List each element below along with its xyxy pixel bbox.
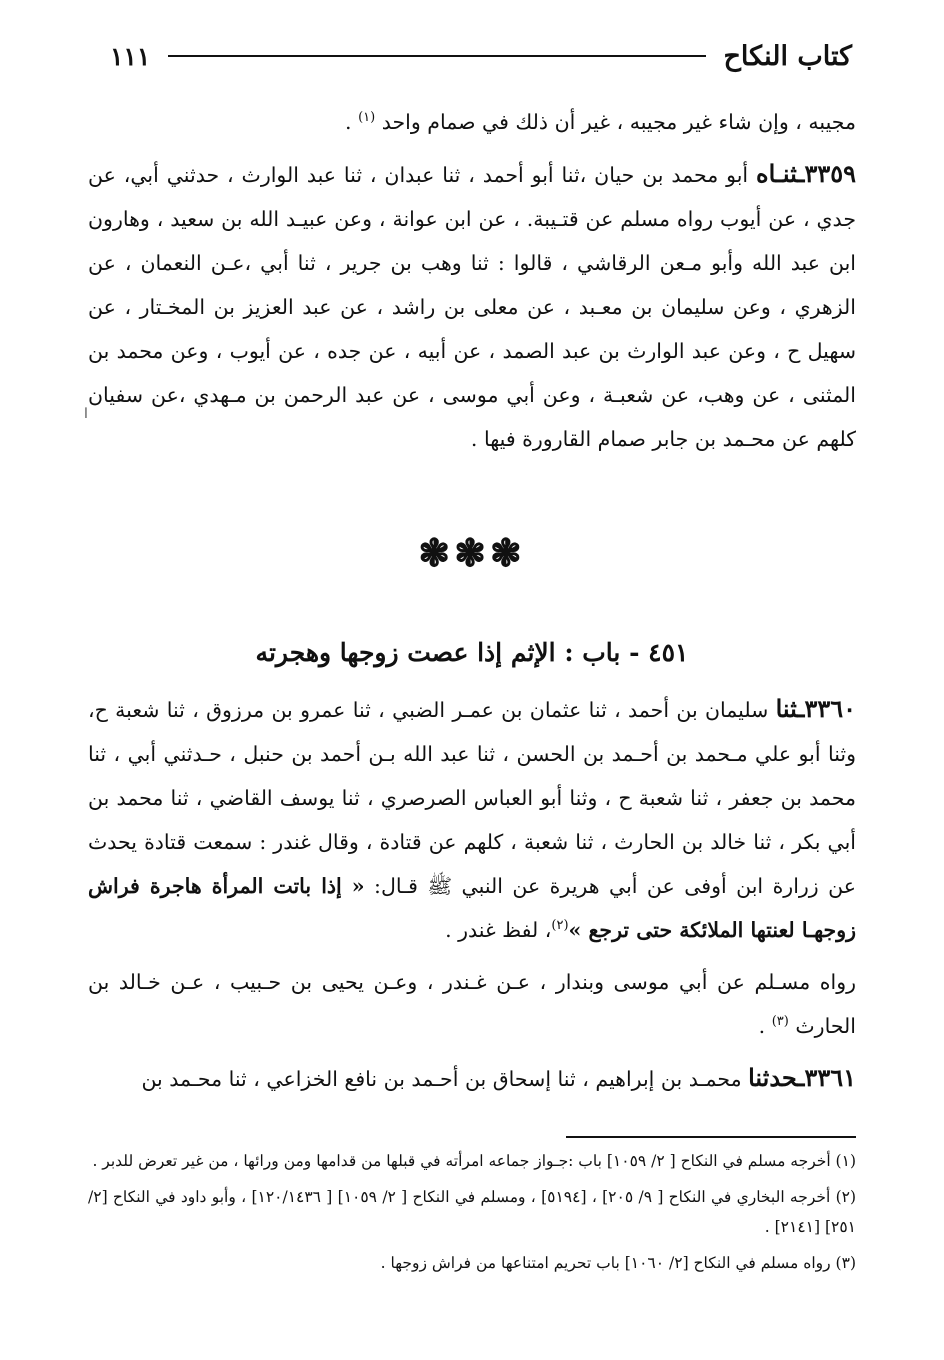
footnotes: [88, 1146, 856, 1284]
chapter-title: ٤٥١ - باب : الإثم إذا عصت زوجها وهجرته: [255, 638, 689, 667]
footnote-rule: [566, 1136, 856, 1138]
footnote-ref-3: (٣): [771, 1014, 789, 1030]
hadith-text: محمـد بن إبراهيم ، ثنا إسحاق بن أحـمد بن نافع الخزاعي ، ثنا محـمد بن: [141, 1067, 749, 1091]
footnote-2: (٢) أخرجه البخاري في النكاح [ ٩/ ٢٠٥] ، [٥١٩٤] ، ومسلم في النكاح [ ٢/ ١٠٥٩] [ ١٢٠/١٤٣٦] ، وأبو داود في النكاح [٢/ ٢٥١] [٢١٤١] .: [88, 1188, 857, 1236]
running-title: كتاب النكاح: [723, 40, 852, 72]
hadith-number: ٣٣٦٠ـثنا: [775, 694, 856, 723]
footnote-3: (٣) رواه مسلم في النكاح [٢/ ١٠٦٠] باب تحريم امتناعها من فراش زوجها .: [380, 1254, 856, 1272]
hadith-number: ٣٣٥٩ـثنـاه: [756, 159, 856, 188]
paragraph-continuation: [88, 100, 856, 144]
riwaya-tail: .: [758, 1014, 766, 1038]
hadith-3359: [88, 152, 856, 461]
page-body: [88, 100, 856, 1101]
hadith-3360: [88, 687, 856, 952]
header-rule: [168, 55, 705, 57]
hadith-tail: ، لفظ غندر .: [445, 918, 552, 942]
hadith-number: ٣٣٦١ـحدثنا: [748, 1063, 856, 1092]
footnote-ref-2: (٢): [551, 918, 569, 934]
hadith-3361: [88, 1056, 856, 1101]
paragraph-tail: .: [345, 110, 352, 134]
paragraph-text: مجيبه ، وإن شاء غير مجيبه ، غير أن ذلك في صمام واحد: [381, 110, 856, 134]
footnote-1: (١) أخرجه مسلم في النكاح [ ٢/ ١٠٥٩] باب :جـواز جماعه امرأته في قبلها من قدامها ومن ورائها ، من غير تعرض للدبر .: [92, 1152, 856, 1170]
hadith-quote: « إذا باتت المرأة هاجرة فراش زوجهـا لعنتها الملائكة حتى ترجع »: [88, 874, 856, 942]
riwaya-note: [88, 960, 856, 1048]
margin-mark: ﺍ: [84, 406, 88, 422]
section-separator: ❃❃❃: [418, 530, 526, 575]
page-header: [110, 36, 852, 76]
hadith-text: سليمان بن أحمد ، ثنا عثمان بن عمـر الضبي ، ثنا عمرو بن مرزوق ، ثنا شعبة ح، وثنا أبو علي مـحمد بن أحـمد بن الحسن ، ثنا عبد الله بـن أحمد بن حنبل ، حـدثني أبي ، ثنا محمد بن جعفر ، ثنا شعبة ح ، وثنا أبو العباس الصرصري ، ثنا يوسف القاضي ، ثنا محمد بن أبي بكر ، ثنا خالد بن الحارث ، ثنا شعبة ، كلهم عن قتادة ، وقال غندر : سمعت قتادة يحدث عن زرارة ابن أوفى عن أبي هريرة عن النبي ﷺ قـال:: [88, 698, 856, 898]
riwaya-text: رواه مسـلم عن أبي موسى وبندار ، عـن غـندر ، وعـن يحيى بن حـبيب ، عـن خـالد بن الحارث: [88, 970, 856, 1038]
page-number: ١١١: [110, 41, 151, 71]
footnote-ref-1: (١): [358, 110, 376, 126]
hadith-text: أبو محمد بن حيان ،ثنا أبو أحمد ، ثنا عبدان ، ثنا عبد الوارث ، حدثني أبي، عن جدي ، عن أيوب رواه مسلم عن قتـيبة. ، عن ابن عوانة ، وعن عبيـد الله بن سعيد ، وهارون ابن عبد الله وأبو مـعن الرقاشي ، قالوا : ثنا وهب بن جرير ، ثنا أبي ،عـن النعمان ، عن الزهري ، وعن سليمان بن معـبد ، عن معلى بن راشد ، عن عبد العزيز بن المخـتار ، عن سهيل ح ، وعن عبد الوارث بن عبد الصمد ، عن أبيه ، عن جده ، عن أيوب ، وعن محمد بن المثنى ، عن وهب، عن شعبـة ، وعن أبي موسى ، عن عبد الرحمن بن مـهدي ،عن سفيان كلهم عن محـمد بن جابر صمام القارورة فيها .: [88, 163, 856, 451]
